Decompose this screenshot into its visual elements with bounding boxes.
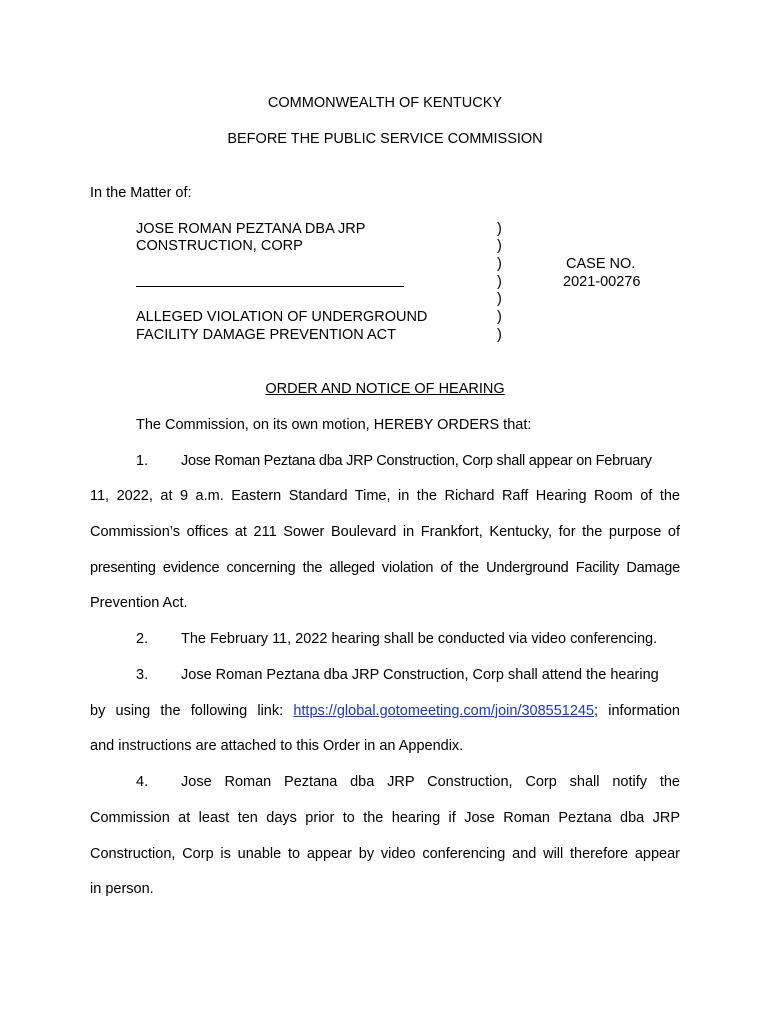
item-number: 1. <box>136 453 149 469</box>
subject-line2: FACILITY DAMAGE PREVENTION ACT <box>136 327 396 343</box>
item-text-line: 11, 2022, at 9 a.m. Eastern Standard Time, in the Richard Raff Hearing Room of the <box>90 488 680 504</box>
party-name-line2: CONSTRUCTION, CORP <box>136 238 303 254</box>
item-number: 4. <box>136 774 149 790</box>
order-title: ORDER AND NOTICE OF HEARING <box>265 381 505 397</box>
caption-paren: ) <box>497 309 502 325</box>
caption-divider <box>136 286 404 287</box>
item-text-line: and instructions are attached to this Order in an Appendix. <box>90 738 464 754</box>
subject-line1: ALLEGED VIOLATION OF UNDERGROUND <box>136 309 428 325</box>
case-number-label: CASE NO. <box>566 256 636 272</box>
item-text-line: Jose Roman Peztana dba JRP Construction, Corp shall appear on February <box>181 453 652 469</box>
case-number: 2021-00276 <box>563 274 641 290</box>
commission-heading: BEFORE THE PUBLIC SERVICE COMMISSION <box>227 131 543 147</box>
matter-intro: In the Matter of: <box>90 185 192 201</box>
jurisdiction-heading: COMMONWEALTH OF KENTUCKY <box>267 95 503 111</box>
caption-paren: ) <box>497 256 502 272</box>
party-name-line1: JOSE ROMAN PEZTANA DBA JRP <box>136 221 366 237</box>
item-text-line: Jose Roman Peztana dba JRP Construction, Corp shall attend the hearing <box>181 667 659 683</box>
caption-paren: ) <box>497 327 502 343</box>
item-text-line: Construction, Corp is unable to appear by video conferencing and will therefore appear <box>90 846 680 862</box>
link-trailing-text: ; information <box>594 703 680 719</box>
item-text-line: presenting evidence concerning the alleged violation of the Underground Facility Damage <box>90 560 680 576</box>
item-number: 2. <box>136 631 149 647</box>
item-text-line: Prevention Act. <box>90 595 188 611</box>
caption-paren: ) <box>497 274 502 290</box>
item-text-line: The February 11, 2022 hearing shall be conducted via video conferencing. <box>181 631 658 647</box>
caption-paren: ) <box>497 221 502 237</box>
link-intro-text: by using the following link: <box>90 703 294 719</box>
item-text-line: Jose Roman Peztana dba JRP Construction, Corp shall notify the <box>181 774 680 790</box>
order-preamble: The Commission, on its own motion, HEREBY ORDERS that: <box>136 417 532 433</box>
item-text-line: Commission at least ten days prior to the hearing if Jose Roman Peztana dba JRP <box>90 810 680 826</box>
item-text-line: in person. <box>90 881 154 897</box>
item-text-line <box>90 702 680 720</box>
meeting-link[interactable]: https://global.gotomeeting.com/join/308551245 <box>293 703 595 719</box>
item-text-line: Commission’s offices at 211 Sower Boulevard in Frankfort, Kentucky, for the purpose of <box>90 524 680 540</box>
caption-paren: ) <box>497 291 502 307</box>
caption-paren: ) <box>497 238 502 254</box>
item-number: 3. <box>136 667 149 683</box>
